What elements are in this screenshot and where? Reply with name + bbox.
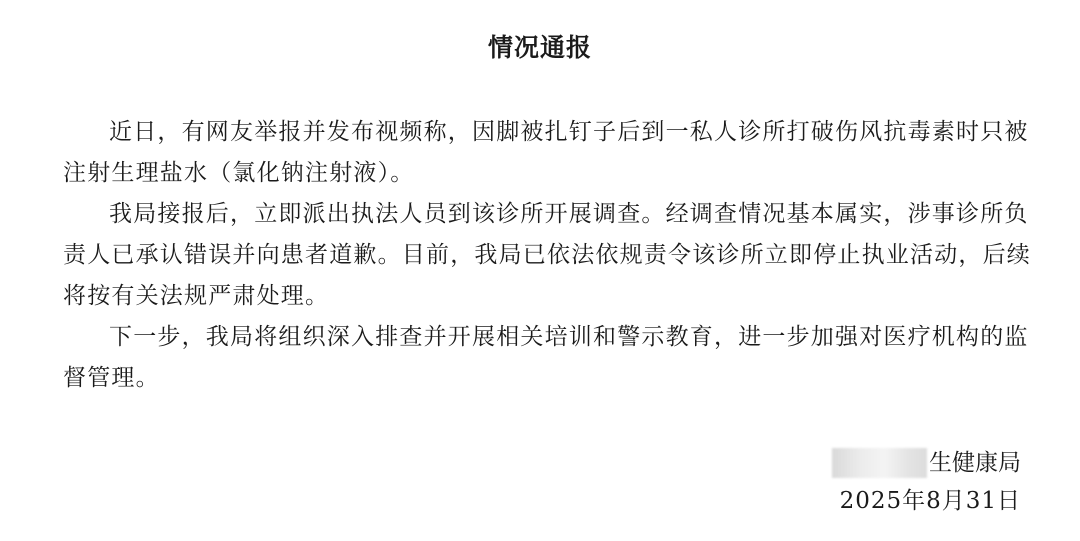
issue-date: 2025年8月31日 [839,488,1021,514]
redacted-region [832,448,927,478]
paragraph-3: 下一步，我局将组织深入排查并开展相关培训和警示教育，进一步加强对医疗机构的监督管理。 [63,324,1029,391]
paragraph-1: 近日，有网友举报并发布视频称，因脚被扎钉子后到一私人诊所打破伤风抗毒素时只被注射生理盐水（氯化钠注射液）。 [63,119,1029,186]
notice-body [63,112,1033,399]
paragraph-2: 我局接报后，立即派出执法人员到该诊所开展调查。经调查情况基本属实，涉事诊所负责人已承认错误并向患者道歉。目前，我局已依法依规责令该诊所立即停止执业活动，后续将按有关法规严肃处理。 [63,201,1031,309]
issuing-authority: 生健康局 [929,450,1021,476]
notice-title: 情况通报 [487,33,592,62]
signature-line [832,446,1021,480]
